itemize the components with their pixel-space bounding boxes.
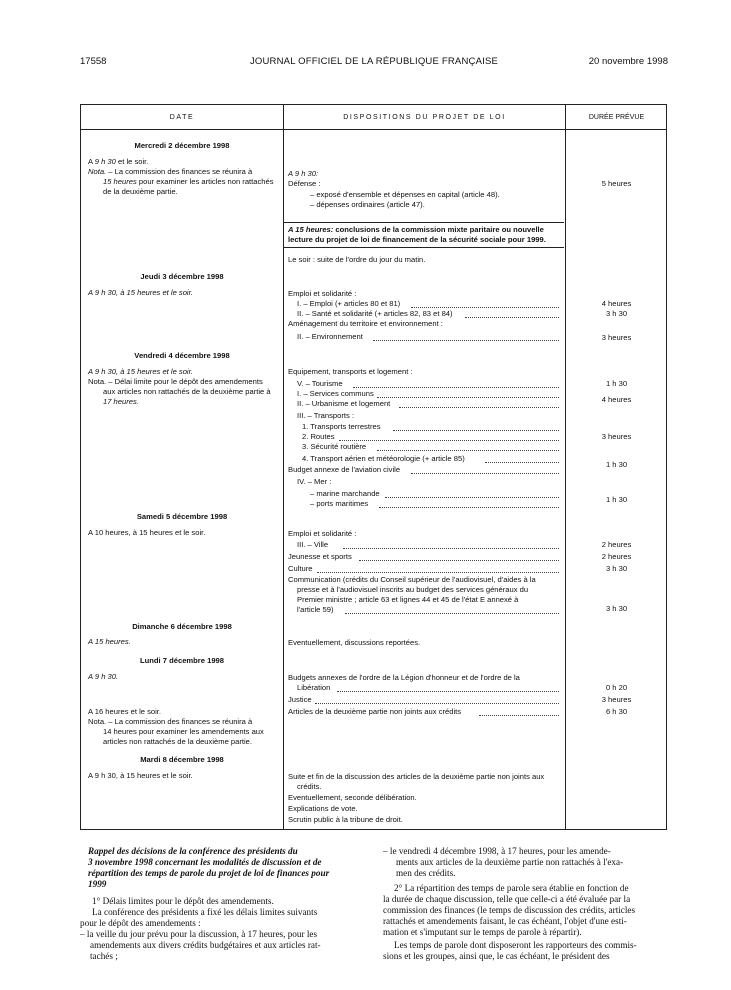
dot-leader [385,497,559,498]
duration: 3 h 30 [605,564,628,573]
duration: 3 heures [601,695,632,704]
duration: 6 h 30 [605,707,628,716]
footer-paragraph: tachés ; [90,951,118,961]
time-text: A 9 h 30 et le soir. [88,157,149,166]
footer-paragraph: pour le dépôt des amendements : [80,918,201,928]
dot-leader [339,440,559,441]
disp-item: – ports maritimes [310,499,369,508]
day-title-tuesday: Mardi 8 décembre 1998 [140,755,224,764]
disp-item: V. – Tourisme [297,379,343,388]
row-divider [284,247,564,248]
nota-text: Nota. – La commission des finances se réunira à [88,167,253,176]
disp-item: Le soir : suite de l'ordre du jour du matin. [288,255,426,264]
dot-leader [411,307,559,308]
footer-paragraph: la durée de chaque discussion, telle que celle-ci a été évaluée par la [383,894,631,904]
disp-item: Suite et fin de la discussion des articles de la deuxième partie non joints aux [288,772,545,781]
time-text: A 10 heures, à 15 heures et le soir. [88,528,206,537]
time-text: A 9 h 30. [88,672,119,681]
footer-paragraph: amendements aux divers crédits budgétaires et aux articles rat- [90,940,321,950]
footer-title: Rappel des décisions de la conférence des présidents du [88,846,298,856]
dot-leader [379,507,559,508]
disp-item: II. – Urbanisme et logement [297,399,391,408]
dot-leader [485,462,559,463]
disp-heading: Défense : [288,179,321,188]
disp-item: crédits. [297,782,322,791]
dot-leader [399,407,559,408]
disp-item: Articles de la deuxième partie non joints aux crédits [288,707,462,716]
dot-leader [377,397,559,398]
disp-item: Culture [288,564,313,573]
day-title-thursday: Jeudi 3 décembre 1998 [140,272,224,281]
duration: 2 heures [601,540,632,549]
footer-paragraph: – le vendredi 4 décembre 1998, à 17 heures, pour les amende- [383,846,611,856]
disp-item: Budget annexe de l'aviation civile [288,465,401,474]
disp-heading: Aménagement du territoire et environnement : [288,319,443,328]
disp-time: A 9 h 30: [288,169,319,178]
disp-item: Eventuellement, seconde délibération. [288,793,417,802]
footer-paragraph: 1° Délais limites pour le dépôt des amendements. [92,896,274,906]
disp-item: – exposé d'ensemble et dépenses en capital (article 48). [310,190,500,199]
nota-text: de la deuxième partie. [103,187,178,196]
disp-item: III. – Transports : [297,411,354,420]
disp-item: Jeunesse et sports [288,552,352,561]
disp-item: Libération [297,683,331,692]
journal-title: JOURNAL OFFICIEL DE LA RÉPUBLIQUE FRANÇAISE [249,56,499,67]
nota-text: Nota. – La commission des finances se réunira à [88,717,253,726]
dot-leader [317,572,559,573]
duration: 3 h 30 [605,309,628,318]
duration: 4 heures [601,299,632,308]
column-divider [283,105,284,829]
disp-item: 4. Transport aérien et météorologie (+ article 85) [302,454,465,463]
dot-leader [345,613,559,614]
disp-item: III. – Ville [297,540,329,549]
nota-text: 15 heures pour examiner les articles non rattachés [103,177,274,186]
day-title-friday: Vendredi 4 décembre 1998 [134,351,230,360]
disp-item: Eventuellement, discussions reportées. [288,638,421,647]
disp-item: l'article 59) [297,605,334,614]
column-header-dispositions: DISPOSITIONS DU PROJET DE LOI [343,114,506,121]
time-text: A 15 heures. [88,637,131,646]
disp-item: II. – Santé et solidarité (+ articles 82, 83 et 84) [297,309,453,318]
time-text: A 16 heures et le soir. [88,707,162,716]
dot-leader [359,560,559,561]
dot-leader [465,317,559,318]
column-header-date: DATE [169,114,195,121]
disp-item: I. – Services communs [297,389,374,398]
footer-paragraph: sions et les groupes, ainsi que, le cas échéant, le président des [383,951,610,961]
header-divider [81,129,666,130]
time-text: A 9 h 30, à 15 heures et le soir. [88,771,193,780]
disp-heading: Equipement, transports et logement : [288,367,413,376]
time-text: A 9 h 30, à 15 heures et le soir. [88,288,193,297]
duration: 1 h 30 [605,379,628,388]
disp-item: Communication (crédits du Conseil supérieur de l'audiovisuel, d'aides à la [288,575,536,584]
footer-paragraph: – la veille du jour prévu pour la discussion, à 17 heures, pour les [80,929,318,939]
nota-text: aux articles non rattachés de la deuxième partie à [103,387,271,396]
footer-paragraph: rattachés et amendements faisant, le cas échéant, l'objet d'une esti- [383,916,627,926]
disp-heading: Emploi et solidarité : [288,529,357,538]
disp-item: II. – Environnement [297,332,363,341]
footer-title: 3 novembre 1998 concernant les modalités de discussion et de [88,857,322,867]
page-header [80,56,668,70]
dot-leader [337,691,559,692]
nota-text: 14 heures pour examiner les amendements aux [103,727,264,736]
dot-leader [479,715,559,716]
agenda-table [80,104,667,830]
nota-text: Nota. – Délai limite pour le dépôt des amendements [88,377,263,386]
disp-item: Justice [288,695,312,704]
dot-leader [377,450,559,451]
row-divider [284,222,564,223]
duration: 3 h 30 [605,604,628,613]
disp-item: I. – Emploi (+ articles 80 et 81) [297,299,401,308]
disp-item: Scrutin public à la tribune de droit. [288,815,403,824]
page-number: 17558 [80,56,107,67]
footer-paragraph: commission des finances (le temps de discussion des crédits, articles [383,905,636,915]
disp-item-bold: A 15 heures: conclusions de la commission mixte paritaire ou nouvelle [288,225,544,234]
day-title-wednesday: Mercredi 2 décembre 1998 [134,141,230,150]
disp-item: Budgets annexes de l'ordre de la Légion d'honneur et de l'ordre de la [288,673,520,682]
disp-item: presse et à l'audiovisuel inscrits au budget des services généraux du [297,585,529,594]
nota-text: articles non rattachés de la deuxième partie. [103,737,253,746]
disp-item: Explications de vote. [288,804,358,813]
dot-leader [393,430,559,431]
footer-paragraph: Les temps de parole dont disposeront les rapporteurs des commis- [394,940,637,950]
duration: 3 heures [601,333,632,342]
disp-item: 3. Sécurité routière [302,442,367,451]
disp-item: IV. – Mer : [297,477,332,486]
footer-paragraph: La conférence des présidents a fixé les délais limites suivants [92,907,318,917]
duration: 1 h 30 [605,460,628,469]
disp-item: – marine marchande [310,489,380,498]
issue-date: 20 novembre 1998 [588,56,668,67]
day-title-sunday: Dimanche 6 décembre 1998 [132,622,232,631]
footer-title: 1999 [88,879,107,889]
disp-item: 1. Transports terrestres [302,422,381,431]
disp-item: 2. Routes [302,432,335,441]
disp-heading: Emploi et solidarité : [288,289,357,298]
disp-item: – dépenses ordinaires (article 47). [310,200,425,209]
column-header-duree: DURÉE PRÉVUE [588,114,645,121]
duration: 1 h 30 [605,495,628,504]
nota-text: 17 heures. [103,397,139,406]
dot-leader [343,548,559,549]
dot-leader [315,703,559,704]
duration: 0 h 20 [605,683,628,692]
footer-paragraph: 2° La répartition des temps de parole sera établie en fonction de [394,883,629,893]
duration: 4 heures [601,395,632,404]
duration: 3 heures [601,432,632,441]
footer-paragraph: men des crédits. [396,868,456,878]
disp-item: Premier ministre ; article 63 et lignes 44 et 45 de l'état E annexé à [297,595,519,604]
footer-paragraph: ments aux articles de la deuxième partie non rattachés à l'exa- [396,857,624,867]
dot-leader [353,387,559,388]
dot-leader [373,340,559,341]
duration: 5 heures [601,179,632,188]
dot-leader [411,473,559,474]
duration: 2 heures [601,552,632,561]
day-title-saturday: Samedi 5 décembre 1998 [136,512,228,521]
footer-title: répartition des temps de parole du projet de loi de finances pour [88,868,330,878]
day-title-monday: Lundi 7 décembre 1998 [140,656,224,665]
disp-item-bold: lecture du projet de loi de financement de la sécurité sociale pour 1999. [288,235,546,244]
footer-paragraph: mation et s'imputant sur le temps de parole à répartir). [383,927,582,937]
time-text: A 9 h 30, à 15 heures et le soir. [88,367,193,376]
